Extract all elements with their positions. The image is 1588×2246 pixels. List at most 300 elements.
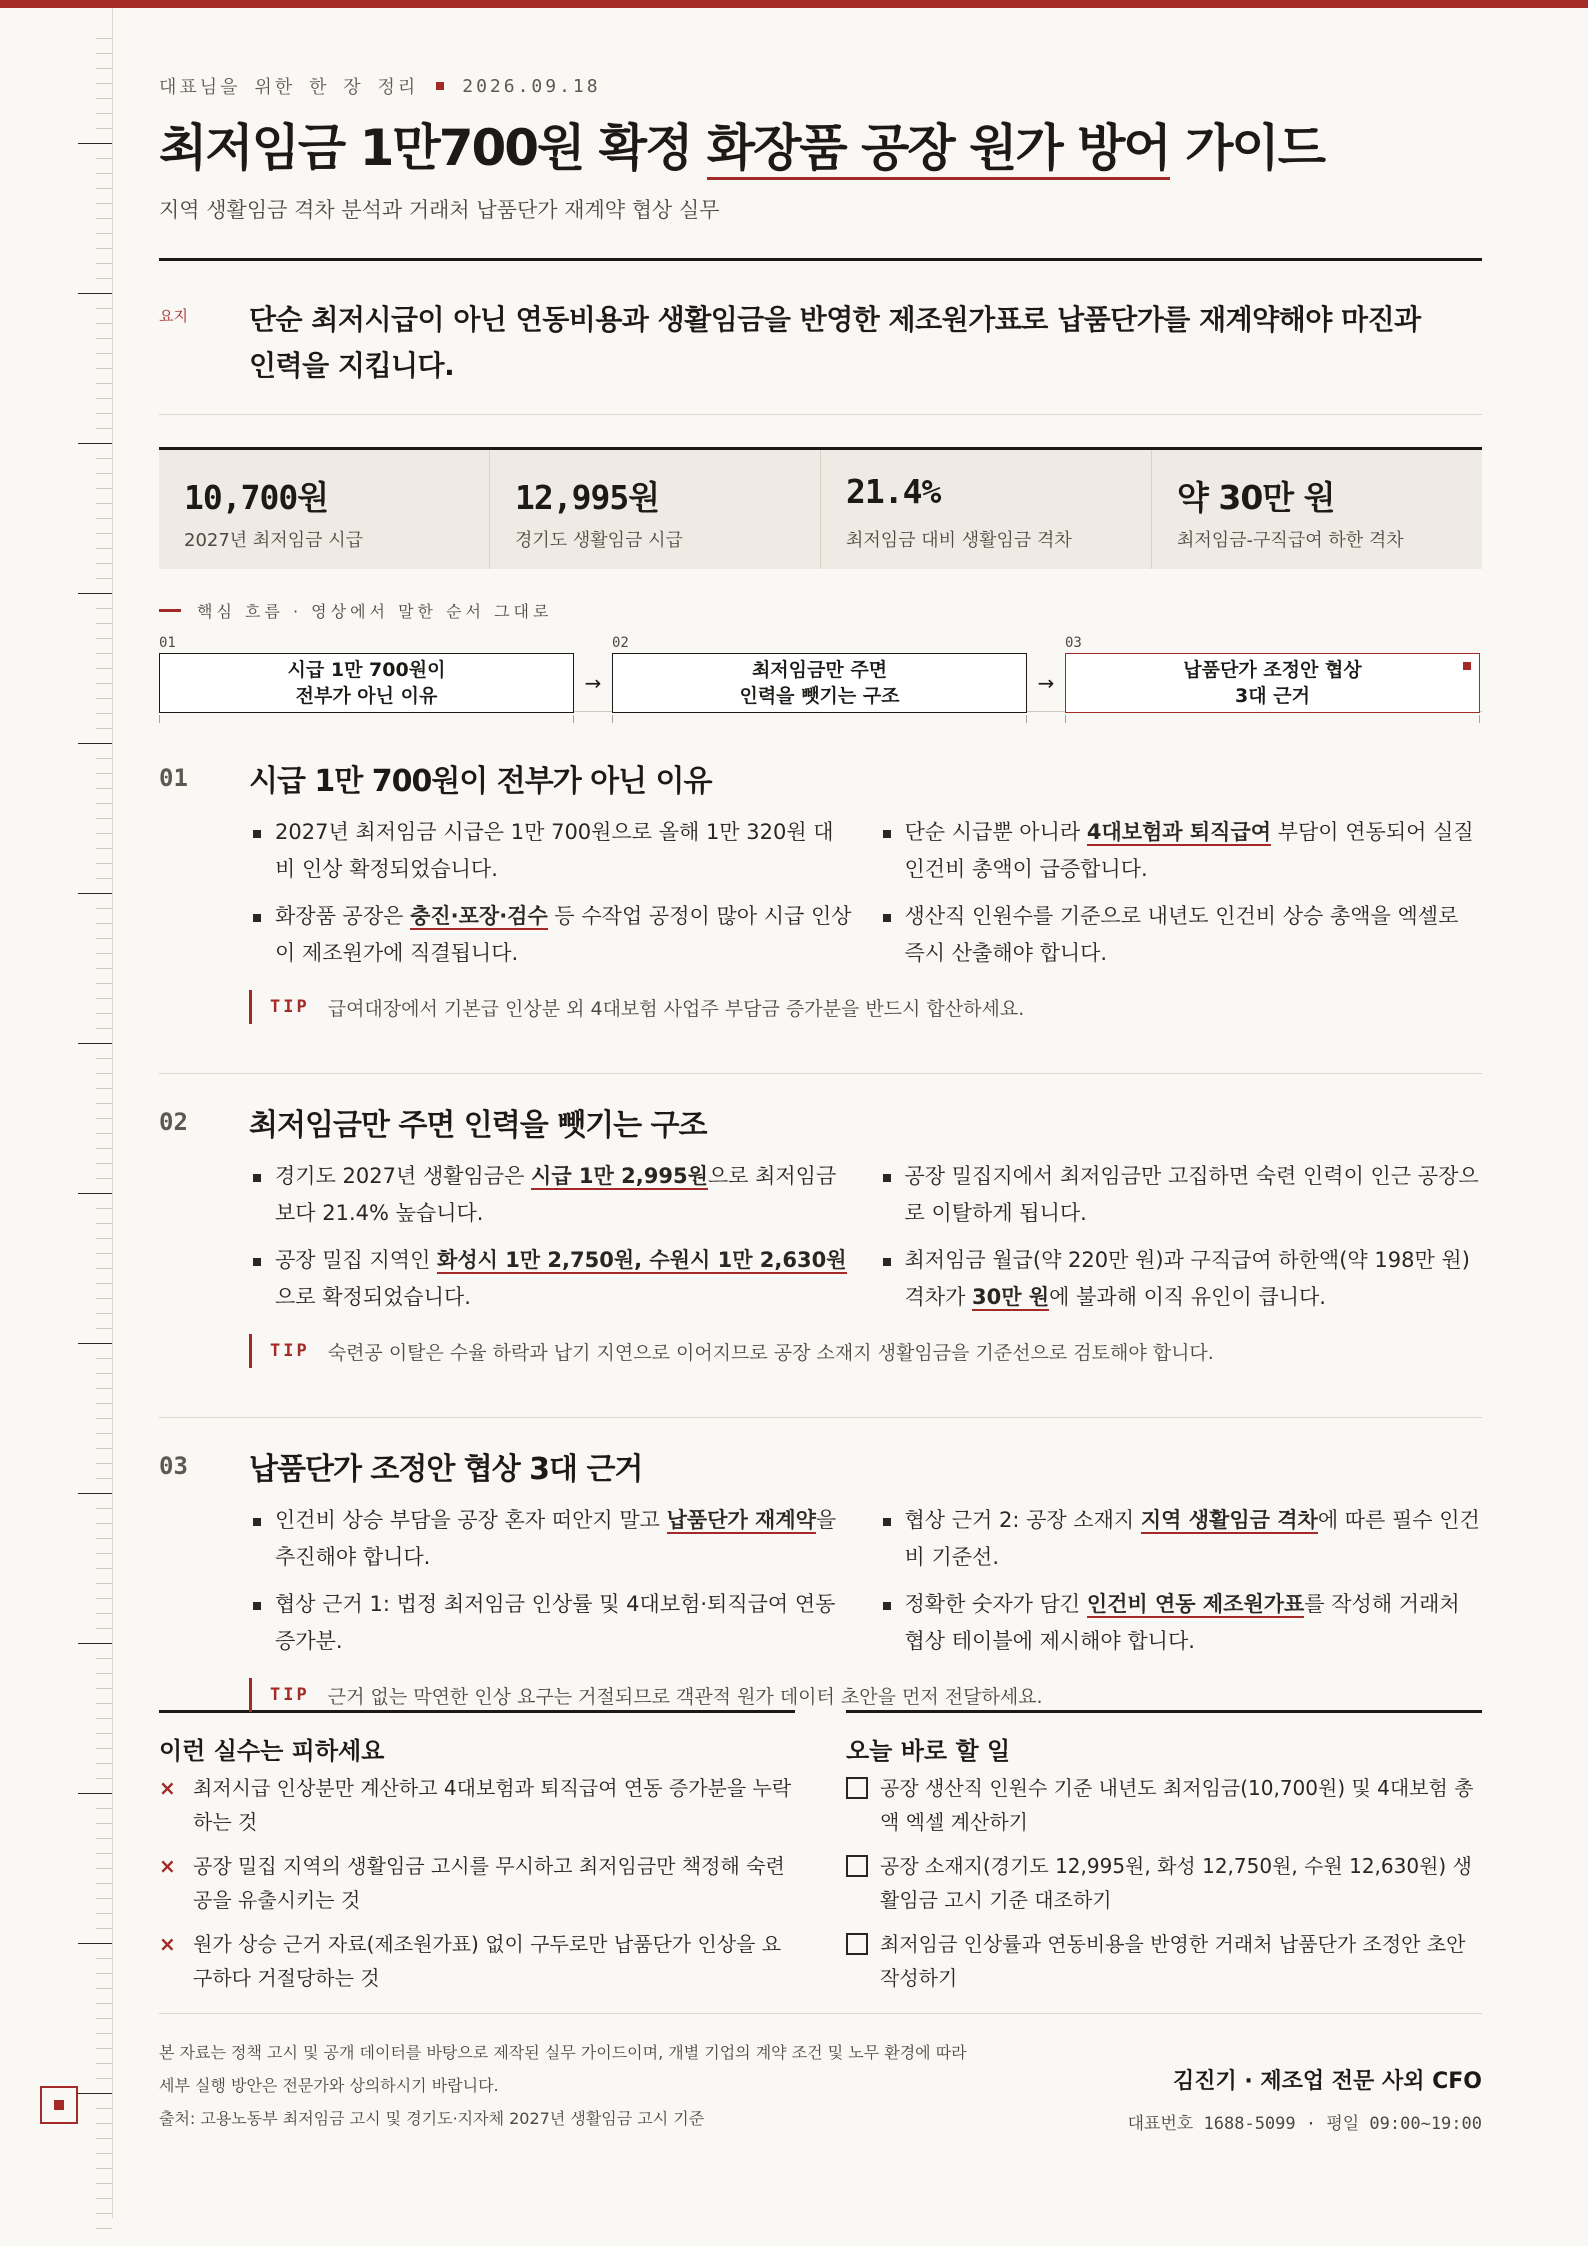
- ruler-tick: [96, 158, 112, 159]
- ruler-tick: [96, 1313, 112, 1314]
- ruler-tick: [78, 893, 112, 894]
- ruler-tick: [96, 383, 112, 384]
- checkbox-icon[interactable]: [846, 1933, 868, 1955]
- ruler-tick: [96, 1148, 112, 1149]
- bullet-text: 인건비 상승 부담을 공장 혼자 떠안지 말고: [275, 1508, 667, 1532]
- stat-label: 2027년 최저임금 시급: [184, 530, 363, 551]
- ruler-tick: [96, 353, 112, 354]
- ruler-tick: [78, 1793, 112, 1794]
- ruler-tick: [96, 1418, 112, 1419]
- section-03: [159, 1444, 1482, 1744]
- ruler-tick: [96, 1433, 112, 1434]
- bullet-text: 를 작성해 거래처 협상 테이블에 제시해야 합니다.: [904, 1592, 1460, 1653]
- bullet-text: 부담이 연동되어 실질 인건비 총액이 급증합니다.: [904, 820, 1474, 881]
- stat-card: [1152, 450, 1482, 569]
- stat-card: [490, 450, 821, 569]
- eyebrow-label: 대표님을 위한 한 장 정리: [159, 77, 419, 98]
- todo-text: 최저임금 인상률과 연동비용을 반영한 거래처 납품단가 조정안 초안 작성하기: [880, 1932, 1466, 1990]
- ruler-tick: [78, 1193, 112, 1194]
- ruler-tick: [96, 773, 112, 774]
- ruler-tick: [96, 1388, 112, 1389]
- bullet-emphasis: 충진·포장·검수: [410, 904, 548, 928]
- bullet-text: 으로 확정되었습니다.: [275, 1285, 471, 1309]
- ruler-tick: [96, 938, 112, 939]
- section-number: 01: [159, 764, 188, 792]
- ruler-tick: [96, 1238, 112, 1239]
- flow-step: [612, 635, 1027, 713]
- mistake-text: 원가 상승 근거 자료(제조원가표) 없이 구두로만 납품단가 인상을 요구하다 거절당하는 것: [193, 1932, 782, 1990]
- section-title: 최저임금만 주면 인력을 뺏기는 구조: [249, 1108, 707, 1143]
- ruler-tick: [96, 653, 112, 654]
- margin-ruler: [0, 8, 113, 2228]
- bullet-text: 경기도 2027년 생활임금은: [275, 1164, 532, 1188]
- checkbox-icon[interactable]: [846, 1777, 868, 1799]
- ruler-tick: [96, 728, 112, 729]
- ruler-tick: [96, 713, 112, 714]
- ruler-tick: [96, 863, 112, 864]
- ruler-tick: [96, 1478, 112, 1479]
- ruler-tick: [96, 1658, 112, 1659]
- bullet-text: 화장품 공장은: [275, 904, 411, 928]
- section-column: [249, 1158, 853, 1326]
- page-mark-icon: [40, 2086, 78, 2124]
- ruler-tick: [78, 1493, 112, 1494]
- bullet-item: [249, 1502, 853, 1576]
- ruler-tick: [96, 848, 112, 849]
- mistakes-panel: [159, 1710, 795, 2005]
- bullet-text: 으로 최저임금보다 21.4% 높습니다.: [275, 1164, 837, 1225]
- ruler-tick: [96, 338, 112, 339]
- section-column: [879, 1158, 1483, 1326]
- ruler-tick: [96, 1223, 112, 1224]
- flow-tick: [1026, 715, 1027, 723]
- stats-panel: [159, 447, 1482, 569]
- ruler-tick: [96, 1088, 112, 1089]
- bullet-item: [249, 898, 853, 972]
- section-columns: [249, 814, 1482, 982]
- ruler-tick: [96, 1403, 112, 1404]
- mistakes-title: 이런 실수는 피하세요: [159, 1737, 385, 1765]
- bullet-text: 2027년 최저임금 시급은 1만 700원으로 올해 1만 320원 대비 인상 확정되었습니다.: [275, 820, 834, 881]
- ruler-tick: [96, 608, 112, 609]
- ruler-tick: [96, 1253, 112, 1254]
- source-line: 출처: 고용노동부 최저임금 고시 및 경기도·지자체 2027년 생활임금 고시 기준: [159, 2109, 705, 2128]
- ruler-tick: [96, 2063, 112, 2064]
- flow-step-line: 납품단가 조정안 협상: [1183, 659, 1362, 681]
- tip-label: TIP: [270, 1341, 310, 1361]
- ruler-tick: [96, 668, 112, 669]
- mistake-text: 최저시급 인상분만 계산하고 4대보험과 퇴직급여 연동 증가분을 누락하는 것: [193, 1776, 792, 1834]
- ruler-tick: [96, 638, 112, 639]
- ruler-tick: [96, 1868, 112, 1869]
- guide-page: [159, 72, 1482, 2135]
- ruler-tick: [96, 968, 112, 969]
- ruler-tick: [96, 1673, 112, 1674]
- ruler-tick: [96, 1598, 112, 1599]
- bullet-text: 공장 밀집 지역인: [275, 1248, 438, 1272]
- ruler-tick: [96, 488, 112, 489]
- author-contact: 대표번호 1688-5099 · 평일 09:00~19:00: [1127, 2114, 1482, 2134]
- mistake-item: [159, 1849, 795, 1917]
- tip-label: TIP: [270, 997, 310, 1017]
- ruler-tick: [96, 1328, 112, 1329]
- flow-diagram: [159, 635, 1482, 721]
- ruler-tick: [96, 2198, 112, 2199]
- flow-tick: [573, 715, 574, 723]
- ruler-tick: [96, 1373, 112, 1374]
- ruler-tick: [96, 908, 112, 909]
- section-header: [159, 1100, 1482, 1144]
- flow-step-number: 03: [1065, 635, 1082, 651]
- tip-text: 근거 없는 막연한 인상 요구는 거절되므로 객관적 원가 데이터 초안을 먼저 전달하세요.: [327, 1685, 1043, 1708]
- section-01: [159, 756, 1482, 1074]
- bullet-text: 생산직 인원수를 기준으로 내년도 인건비 상승 총액을 엑셀로 즉시 산출해야 합니다.: [904, 904, 1459, 965]
- ruler-tick: [96, 503, 112, 504]
- cross-icon: ×: [159, 1776, 176, 1800]
- ruler-tick: [78, 2093, 112, 2094]
- ruler-tick: [96, 1103, 112, 1104]
- author-name: 김진기 · 제조업 전문 사외 CFO: [1172, 2069, 1482, 2094]
- flow-step-number: 01: [159, 635, 176, 651]
- flow-step-box: [159, 653, 574, 713]
- ruler-tick: [96, 878, 112, 879]
- ruler-tick: [96, 188, 112, 189]
- flow-step-line: 인력을 뺏기는 구조: [739, 685, 900, 707]
- ruler-tick: [96, 473, 112, 474]
- ruler-tick: [96, 1553, 112, 1554]
- ruler-tick: [96, 2048, 112, 2049]
- ruler-line: [112, 8, 113, 2218]
- ruler-tick: [96, 2123, 112, 2124]
- bullet-emphasis: 시급 1만 2,995원: [531, 1164, 708, 1188]
- ruler-tick: [96, 98, 112, 99]
- ruler-tick: [96, 368, 112, 369]
- bullet-text: 을 추진해야 합니다.: [275, 1508, 837, 1569]
- flow-arrow-icon: →: [1037, 671, 1055, 695]
- ruler-tick: [96, 2168, 112, 2169]
- bullet-item: [879, 1158, 1483, 1232]
- todo-title: 오늘 바로 할 일: [846, 1737, 1011, 1765]
- ruler-tick: [96, 83, 112, 84]
- stat-value: 12,995원: [515, 478, 660, 517]
- mistake-item: [159, 1771, 795, 1839]
- disclaimer-line: 세부 실행 방안은 전문가와 상의하시기 바랍니다.: [159, 2076, 499, 2095]
- ruler-tick: [96, 1898, 112, 1899]
- flow-tick: [1479, 715, 1480, 723]
- section-columns: [249, 1158, 1482, 1326]
- ruler-tick: [96, 1163, 112, 1164]
- ruler-tick: [96, 923, 112, 924]
- ruler-tick: [96, 38, 112, 39]
- stat-value: 10,700원: [184, 478, 329, 517]
- bullet-text: 공장 밀집지에서 최저임금만 고집하면 숙련 인력이 인근 공장으로 이탈하게 됩니다.: [904, 1164, 1479, 1225]
- tip-callout: [249, 990, 1482, 1024]
- todo-item: [846, 1771, 1482, 1839]
- flow-step-line: 3대 근거: [1235, 685, 1310, 707]
- flow-arrow-icon: →: [584, 671, 602, 695]
- ruler-tick: [78, 1943, 112, 1944]
- ruler-tick: [78, 143, 112, 144]
- highlight-square-icon: [1463, 662, 1471, 670]
- ruler-tick: [96, 1823, 112, 1824]
- ruler-tick: [96, 2078, 112, 2079]
- ruler-tick: [96, 1748, 112, 1749]
- ruler-tick: [96, 578, 112, 579]
- ruler-tick: [96, 1298, 112, 1299]
- summary-label: 요지: [159, 307, 188, 325]
- section-02: [159, 1100, 1482, 1418]
- ruler-tick: [96, 1268, 112, 1269]
- title-pre: 최저임금 1만700원 확정: [159, 119, 707, 177]
- flow-step-box: [1065, 653, 1480, 713]
- bullet-text: 최저임금 월급(약 220만 원)과 구직급여 하한액(약 198만 원) 격차가: [904, 1248, 1470, 1309]
- flow-step-line: 최저임금만 주면: [751, 659, 888, 681]
- flow-step-number: 02: [612, 635, 629, 651]
- disclaimer-line: 본 자료는 정책 고시 및 공개 데이터를 바탕으로 제작된 실무 가이드이며, 개별 기업의 계약 조건 및 노무 환경에 따라: [159, 2043, 967, 2062]
- mistake-item: [159, 1927, 795, 1995]
- tip-callout: [249, 1334, 1482, 1368]
- section-column: [249, 1502, 853, 1670]
- ruler-tick: [96, 1358, 112, 1359]
- todo-item: [846, 1849, 1482, 1917]
- tip-text: 숙련공 이탈은 수율 하락과 납기 지연으로 이어지므로 공장 소재지 생활임금을 기준선으로 검토해야 합니다.: [327, 1341, 1214, 1364]
- ruler-tick: [96, 1778, 112, 1779]
- ruler-tick: [96, 1133, 112, 1134]
- ruler-tick: [96, 1808, 112, 1809]
- bullet-item: [249, 814, 853, 888]
- todo-item: [846, 1927, 1482, 1995]
- bullet-text: 등 수작업 공정이 많아 시급 인상이 제조원가에 직결됩니다.: [275, 904, 852, 965]
- ruler-tick: [96, 2108, 112, 2109]
- ruler-tick: [96, 1178, 112, 1179]
- bullet-text: 에 불과해 이직 유인이 큽니다.: [1049, 1285, 1326, 1309]
- stat-card: [821, 450, 1152, 569]
- bullet-item: [249, 1158, 853, 1232]
- ruler-tick: [96, 518, 112, 519]
- ruler-tick: [96, 1718, 112, 1719]
- ruler-tick: [78, 593, 112, 594]
- tip-label: TIP: [270, 1685, 310, 1705]
- section-column: [879, 1502, 1483, 1670]
- todo-text: 공장 소재지(경기도 12,995원, 화성 12,750원, 수원 12,630원) 생활임금 고시 기준 대조하기: [880, 1854, 1472, 1912]
- ruler-tick: [96, 1538, 112, 1539]
- ruler-tick: [96, 53, 112, 54]
- flow-step-box: [612, 653, 1027, 713]
- bullet-text: 에 따른 필수 인건비 기준선.: [904, 1508, 1480, 1569]
- summary-text: 단순 최저시급이 아닌 연동비용과 생활임금을 반영한 제조원가표로 납품단가를 재계약해야 마진과 인력을 지킵니다.: [249, 303, 1421, 382]
- stat-value: 약 30만 원: [1177, 478, 1335, 517]
- bullet-text: 협상 근거 1: 법정 최저임금 인상률 및 4대보험·퇴직급여 연동 증가분.: [275, 1592, 836, 1653]
- section-number: 02: [159, 1108, 188, 1136]
- ruler-tick: [96, 1613, 112, 1614]
- ruler-tick: [96, 2228, 112, 2229]
- title-emphasis: 화장품 공장 원가 방어: [707, 119, 1170, 180]
- page-footer: [159, 2013, 1482, 2135]
- ruler-tick: [96, 1703, 112, 1704]
- footer-notes: [159, 2036, 967, 2135]
- checkbox-icon[interactable]: [846, 1855, 868, 1877]
- ruler-tick: [96, 128, 112, 129]
- bullet-item: [879, 898, 1483, 972]
- stat-label: 경기도 생활임금 시급: [515, 530, 683, 551]
- ruler-tick: [96, 1883, 112, 1884]
- section-title: 납품단가 조정안 협상 3대 근거: [249, 1452, 643, 1487]
- ruler-tick: [96, 2213, 112, 2214]
- ruler-tick: [96, 803, 112, 804]
- ruler-tick: [96, 1973, 112, 1974]
- ruler-tick: [96, 1058, 112, 1059]
- stat-value: 21.4%: [846, 472, 941, 511]
- ruler-tick: [96, 203, 112, 204]
- ruler-tick: [96, 278, 112, 279]
- todo-text: 공장 생산직 인원수 기준 내년도 최저임금(10,700원) 및 4대보험 총액 엑셀 계산하기: [880, 1776, 1474, 1834]
- bullet-emphasis: 지역 생활임금 격차: [1140, 1508, 1318, 1532]
- stat-label: 최저임금 대비 생활임금 격차: [846, 530, 1072, 551]
- ruler-tick: [96, 683, 112, 684]
- bullet-item: [249, 1586, 853, 1660]
- ruler-tick: [96, 323, 112, 324]
- ruler-tick: [96, 1913, 112, 1914]
- bullet-emphasis: 납품단가 재계약: [666, 1508, 816, 1532]
- ruler-tick: [96, 998, 112, 999]
- flow-label-text: 핵심 흐름 · 영상에서 말한 순서 그대로: [197, 601, 553, 621]
- ruler-tick: [96, 1733, 112, 1734]
- ruler-tick: [96, 1208, 112, 1209]
- section-column: [249, 814, 853, 982]
- page-subtitle: 지역 생활임금 격차 분석과 거래처 납품단가 재계약 협상 실무: [159, 198, 720, 222]
- ruler-tick: [96, 1463, 112, 1464]
- ruler-tick: [96, 1028, 112, 1029]
- ruler-tick: [96, 563, 112, 564]
- ruler-tick: [96, 248, 112, 249]
- ruler-tick: [96, 548, 112, 549]
- ruler-tick: [96, 953, 112, 954]
- section-title: 시급 1만 700원이 전부가 아닌 이유: [249, 764, 712, 799]
- ruler-tick: [96, 833, 112, 834]
- ruler-tick: [78, 743, 112, 744]
- stat-card: [159, 450, 490, 569]
- ruler-tick: [96, 1628, 112, 1629]
- mistake-text: 공장 밀집 지역의 생활임금 고시를 무시하고 최저임금만 책정해 숙련공을 유출시키는 것: [193, 1854, 785, 1912]
- ruler-tick: [78, 293, 112, 294]
- bullet-item: [879, 1242, 1483, 1316]
- ruler-tick: [96, 818, 112, 819]
- bullet-text: 정확한 숫자가 담긴: [904, 1592, 1087, 1616]
- ruler-tick: [96, 1508, 112, 1509]
- ruler-tick: [96, 68, 112, 69]
- ruler-tick: [78, 1043, 112, 1044]
- ruler-tick: [96, 1013, 112, 1014]
- ruler-tick: [96, 233, 112, 234]
- section-column: [879, 814, 1483, 982]
- ruler-tick: [96, 308, 112, 309]
- bullet-emphasis: 인건비 연동 제조원가표: [1086, 1592, 1305, 1616]
- footer-author: [1128, 2036, 1482, 2135]
- bullet-emphasis: 30만 원: [972, 1285, 1050, 1309]
- flow-tick: [612, 715, 613, 723]
- bullet-item: [879, 1586, 1483, 1660]
- ruler-tick: [96, 113, 112, 114]
- bullet-item: [879, 1502, 1483, 1576]
- ruler-tick: [96, 1988, 112, 1989]
- bullet-emphasis: 화성시 1만 2,750원, 수원시 1만 2,630원: [437, 1248, 847, 1272]
- todo-panel: [846, 1710, 1482, 2005]
- bullet-item: [249, 1242, 853, 1316]
- ruler-tick: [96, 1448, 112, 1449]
- ruler-tick: [96, 398, 112, 399]
- ruler-tick: [96, 1853, 112, 1854]
- flow-tick: [1065, 715, 1066, 723]
- ruler-tick: [96, 698, 112, 699]
- ruler-tick: [96, 2018, 112, 2019]
- ruler-tick: [96, 263, 112, 264]
- ruler-tick: [96, 758, 112, 759]
- ruler-tick: [96, 1688, 112, 1689]
- ruler-tick: [96, 1283, 112, 1284]
- bullet-text: 단순 시급뿐 아니라: [904, 820, 1087, 844]
- ruler-tick: [96, 983, 112, 984]
- ruler-tick: [96, 218, 112, 219]
- flow-step-highlight: [1065, 635, 1480, 713]
- eyebrow: [159, 72, 1482, 100]
- ruler-tick: [96, 1073, 112, 1074]
- ruler-tick: [96, 2003, 112, 2004]
- flow-step-line: 시급 1만 700원이: [287, 659, 446, 681]
- flow-dash-icon: [159, 609, 181, 612]
- ruler-tick: [96, 428, 112, 429]
- flow-step: [159, 635, 574, 713]
- page-title: [159, 116, 1482, 180]
- ruler-tick: [78, 443, 112, 444]
- ruler-tick: [96, 1118, 112, 1119]
- cross-icon: ×: [159, 1932, 176, 1956]
- stat-label: 최저임금-구직급여 하한 격차: [1177, 530, 1404, 551]
- tip-callout: [249, 1678, 1482, 1712]
- ruler-tick: [78, 1643, 112, 1644]
- ruler-tick: [96, 2153, 112, 2154]
- section-header: [159, 756, 1482, 800]
- ruler-tick: [96, 623, 112, 624]
- cross-icon: ×: [159, 1854, 176, 1878]
- section-columns: [249, 1502, 1482, 1670]
- ruler-tick: [96, 1838, 112, 1839]
- ruler-tick: [96, 533, 112, 534]
- bullet-emphasis: 4대보험과 퇴직급여: [1086, 820, 1272, 844]
- flow-label: [159, 599, 1482, 621]
- ruler-tick: [96, 1523, 112, 1524]
- ruler-tick: [96, 1583, 112, 1584]
- section-header: [159, 1444, 1482, 1488]
- bullet-text: 협상 근거 2: 공장 소재지: [904, 1508, 1141, 1532]
- ruler-tick: [96, 173, 112, 174]
- ruler-tick: [96, 2183, 112, 2184]
- eyebrow-dot-icon: [436, 82, 444, 90]
- ruler-tick: [78, 1343, 112, 1344]
- ruler-tick: [96, 788, 112, 789]
- ruler-tick: [96, 458, 112, 459]
- title-post: 가이드: [1169, 119, 1325, 177]
- flow-step-line: 전부가 아닌 이유: [295, 685, 438, 707]
- ruler-tick: [96, 1928, 112, 1929]
- tip-text: 급여대장에서 기본급 인상분 외 4대보험 사업주 부담금 증가분을 반드시 합산하세요.: [327, 997, 1025, 1020]
- summary-block: [159, 261, 1482, 415]
- section-number: 03: [159, 1452, 188, 1480]
- eyebrow-date: 2026.09.18: [462, 75, 601, 97]
- ruler-tick: [96, 1763, 112, 1764]
- ruler-tick: [96, 2033, 112, 2034]
- bottom-columns: [159, 1710, 1482, 2005]
- ruler-tick: [96, 1958, 112, 1959]
